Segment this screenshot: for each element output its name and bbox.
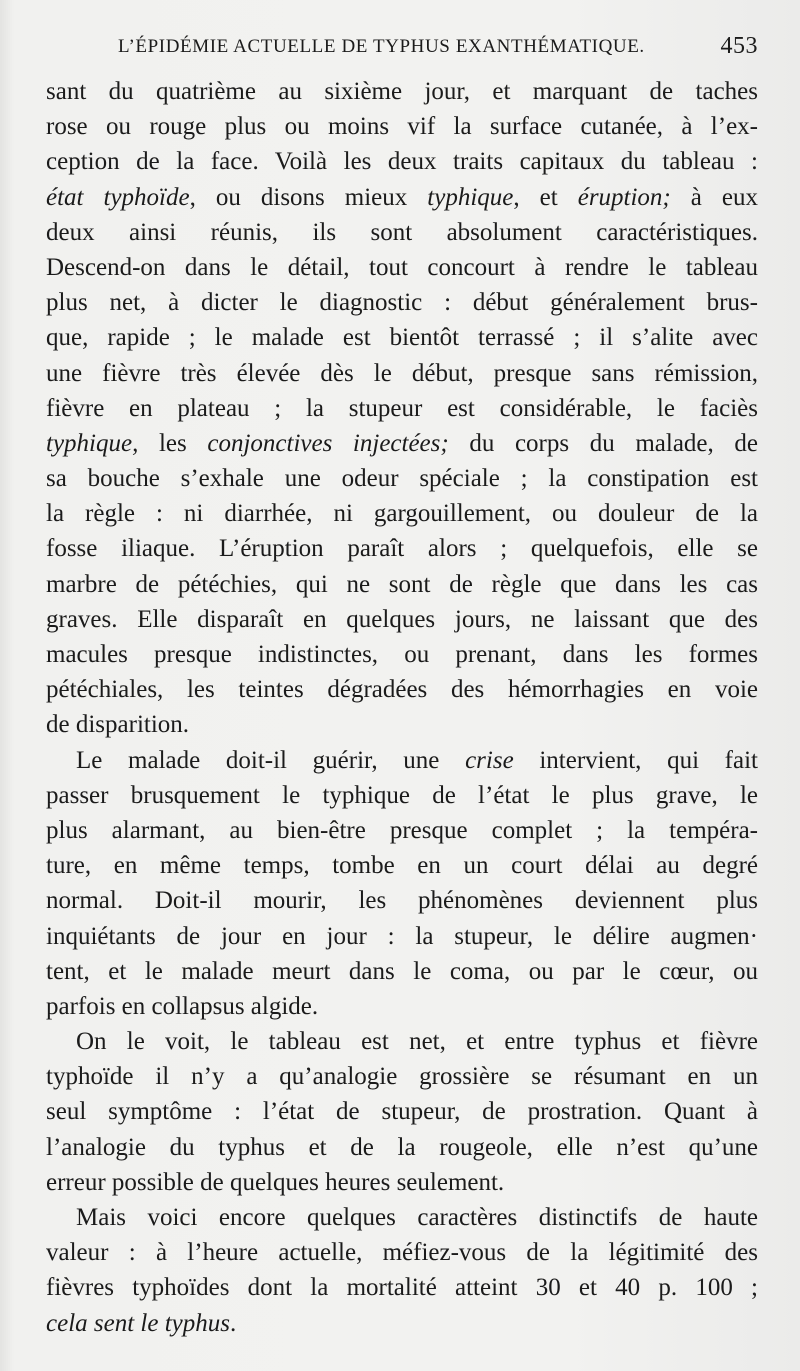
text-line	[46, 848, 758, 883]
text-line	[46, 637, 758, 672]
text-line	[46, 250, 758, 285]
text-run: ture, en même temps, tombe en un court délai au degré	[46, 852, 758, 880]
text-line	[46, 1165, 758, 1200]
text-run: que, rapide ; le malade est bientôt terrassé ; il s’alite avec	[46, 324, 758, 352]
text-line	[46, 356, 758, 391]
paragraph	[46, 74, 758, 743]
text-run: erreur possible de quelques heures seulement.	[46, 1168, 505, 1196]
text-run: deux ainsi réunis, ils sont absolument caractéristiques.	[46, 218, 758, 246]
body-text	[46, 74, 758, 1341]
text-line	[46, 1270, 758, 1305]
text-line	[46, 1130, 758, 1165]
text-run: Descend-on dans le détail, tout concourt à rendre le tableau	[46, 253, 758, 281]
text-line	[46, 672, 758, 707]
text-run: fièvre en plateau ; la stupeur est considérable, le faciès	[46, 394, 758, 422]
text-line	[46, 215, 758, 250]
italic-text: crise	[465, 746, 514, 774]
text-run: , ou disons mieux	[189, 183, 428, 211]
text-run: fosse iliaque. L’éruption paraît alors ; quelquefois, elle se	[46, 535, 758, 563]
italic-text: typhique,	[46, 429, 139, 457]
text-line	[46, 954, 758, 989]
text-line	[46, 602, 758, 637]
text-line	[46, 1024, 758, 1059]
text-line	[46, 883, 758, 918]
text-run: à eux	[670, 183, 758, 211]
text-line	[46, 1094, 758, 1129]
text-run: .	[229, 1309, 237, 1337]
paragraph	[46, 1024, 758, 1200]
text-run: passer brusquement le typhique de l’état le plus grave, le	[46, 781, 758, 809]
italic-text: état typhoïde	[46, 183, 190, 211]
text-run: de disparition.	[46, 711, 190, 739]
text-run: fièvres typhoïdes dont la mortalité atteint 30 et 40 p. 100 ;	[46, 1274, 758, 1302]
text-line	[46, 1059, 758, 1094]
text-line	[46, 1200, 758, 1235]
running-title: L’ÉPIDÉMIE ACTUELLE DE TYPHUS EXANTHÉMATIQUE.	[118, 36, 645, 57]
text-line	[46, 391, 758, 426]
text-run: seul symptôme : l’état de stupeur, de prostration. Quant à	[46, 1098, 758, 1126]
text-run: typhoïde il n’y a qu’analogie grossière se résumant en un	[46, 1063, 758, 1091]
text-run: Le malade doit-il guérir, une	[76, 746, 466, 774]
paragraph	[46, 1200, 758, 1341]
page-number: 453	[720, 33, 758, 59]
italic-text: éruption;	[577, 183, 671, 211]
text-line	[46, 531, 758, 566]
text-run: parfois en collapsus algide.	[46, 992, 319, 1020]
text-line	[46, 743, 758, 778]
text-run: l’analogie du typhus et de la rougeole, elle n’est qu’une	[46, 1133, 758, 1161]
text-run: marbre de pétéchies, qui ne sont de règle que dans les cas	[46, 570, 758, 598]
italic-text: cela sent le typhus	[46, 1309, 230, 1337]
text-line	[46, 285, 758, 320]
text-line	[46, 1306, 758, 1341]
text-run: ception de la face. Voilà les deux traits capitaux du tableau :	[46, 148, 758, 176]
text-run: graves. Elle disparaît en quelques jours, ne laissant que des	[46, 605, 758, 633]
text-line	[46, 74, 758, 109]
italic-text: typhique	[427, 183, 514, 211]
text-run: Mais voici encore quelques caractères distinctifs de haute	[76, 1204, 758, 1231]
text-run: On le voit, le tableau est net, et entre typhus et fièvre	[76, 1028, 758, 1056]
text-line	[46, 496, 758, 531]
text-line	[46, 919, 758, 954]
text-line	[46, 1235, 758, 1270]
text-run: rose ou rouge plus ou moins vif la surface cutanée, à l’ex-	[46, 113, 758, 141]
text-line	[46, 461, 758, 496]
text-line	[46, 567, 758, 602]
text-run: inquiétants de jour en jour : la stupeur, le délire augmen·	[46, 922, 758, 950]
text-run: valeur : à l’heure actuelle, méfiez-vous de la légitimité des	[46, 1239, 758, 1267]
text-run: pétéchiales, les teintes dégradées des hémorrhagies en voie	[46, 676, 758, 704]
text-line	[46, 180, 758, 215]
text-run: sant du quatrième au sixième jour, et marquant de taches	[46, 78, 758, 105]
text-line	[46, 707, 758, 742]
italic-text: conjonctives injectées;	[207, 429, 449, 457]
text-run: tent, et le malade meurt dans le coma, ou par le cœur, ou	[46, 957, 758, 985]
paragraph	[46, 743, 758, 1025]
text-line	[46, 109, 758, 144]
text-run: les	[138, 429, 208, 457]
text-run: du corps du malade, de	[448, 429, 758, 457]
text-run: plus net, à dicter le diagnostic : début généralement brus-	[46, 289, 758, 317]
text-run: intervient, qui fait	[513, 746, 758, 774]
text-line	[46, 813, 758, 848]
text-line	[46, 989, 758, 1024]
text-run: la règle : ni diarrhée, ni gargouillement, ou douleur de la	[46, 500, 758, 528]
text-line	[46, 320, 758, 355]
text-run: macules presque indistinctes, ou prenant, dans les formes	[46, 641, 758, 668]
text-run: plus alarmant, au bien-être presque complet ; la tempéra-	[46, 816, 758, 844]
text-line	[46, 144, 758, 179]
text-line	[46, 426, 758, 461]
running-header	[118, 33, 758, 64]
text-line	[46, 778, 758, 813]
text-run: normal. Doit-il mourir, les phénomènes deviennent plus	[46, 887, 758, 915]
text-run: une fièvre très élevée dès le début, presque sans rémission,	[46, 359, 758, 387]
text-run: , et	[513, 183, 578, 211]
text-run: sa bouche s’exhale une odeur spéciale ; la constipation est	[46, 465, 758, 493]
